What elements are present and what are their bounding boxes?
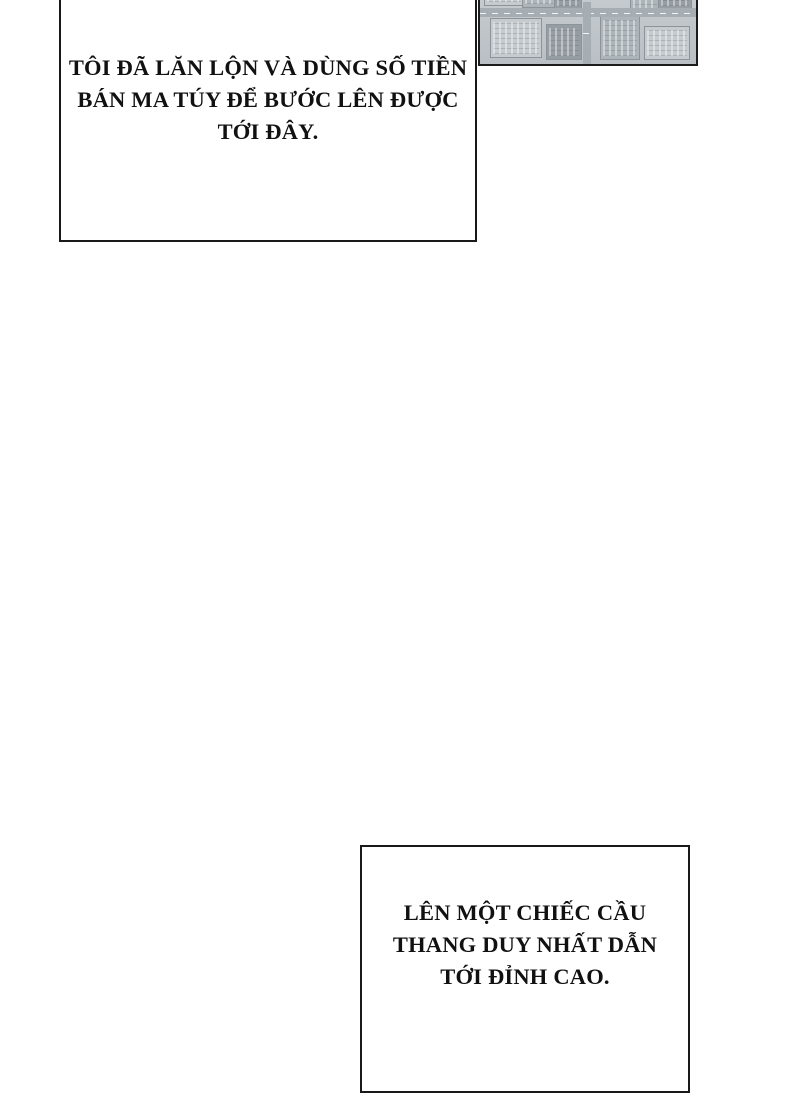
building-shape [546, 24, 582, 60]
caption-bottom-line-2: THANG DUY NHẤT DẪN [392, 931, 658, 957]
caption-top [59, 0, 477, 242]
caption-bottom-line-1: LÊN MỘT CHIẾC CẦU [403, 900, 647, 925]
caption-top-line-3: TỚI ĐÂY. [217, 118, 319, 144]
caption-bottom-text [362, 897, 688, 993]
city-photo-panel [478, 0, 698, 66]
road-vertical [583, 2, 591, 64]
building-shape [522, 0, 556, 8]
caption-bottom-line-3: TỚI ĐỈNH CAO. [440, 963, 610, 989]
building-shape [490, 18, 542, 58]
caption-bottom [360, 845, 690, 1093]
caption-top-line-1: TÔI ĐÃ LĂN LỘN VÀ DÙNG SỐ TIỀN [68, 55, 468, 80]
building-shape [484, 0, 524, 6]
caption-top-line-2: BÁN MA TÚY ĐỂ BƯỚC LÊN ĐƯỢC [77, 86, 459, 112]
caption-top-text [61, 52, 475, 148]
building-shape [600, 16, 640, 60]
building-shape [644, 26, 690, 60]
